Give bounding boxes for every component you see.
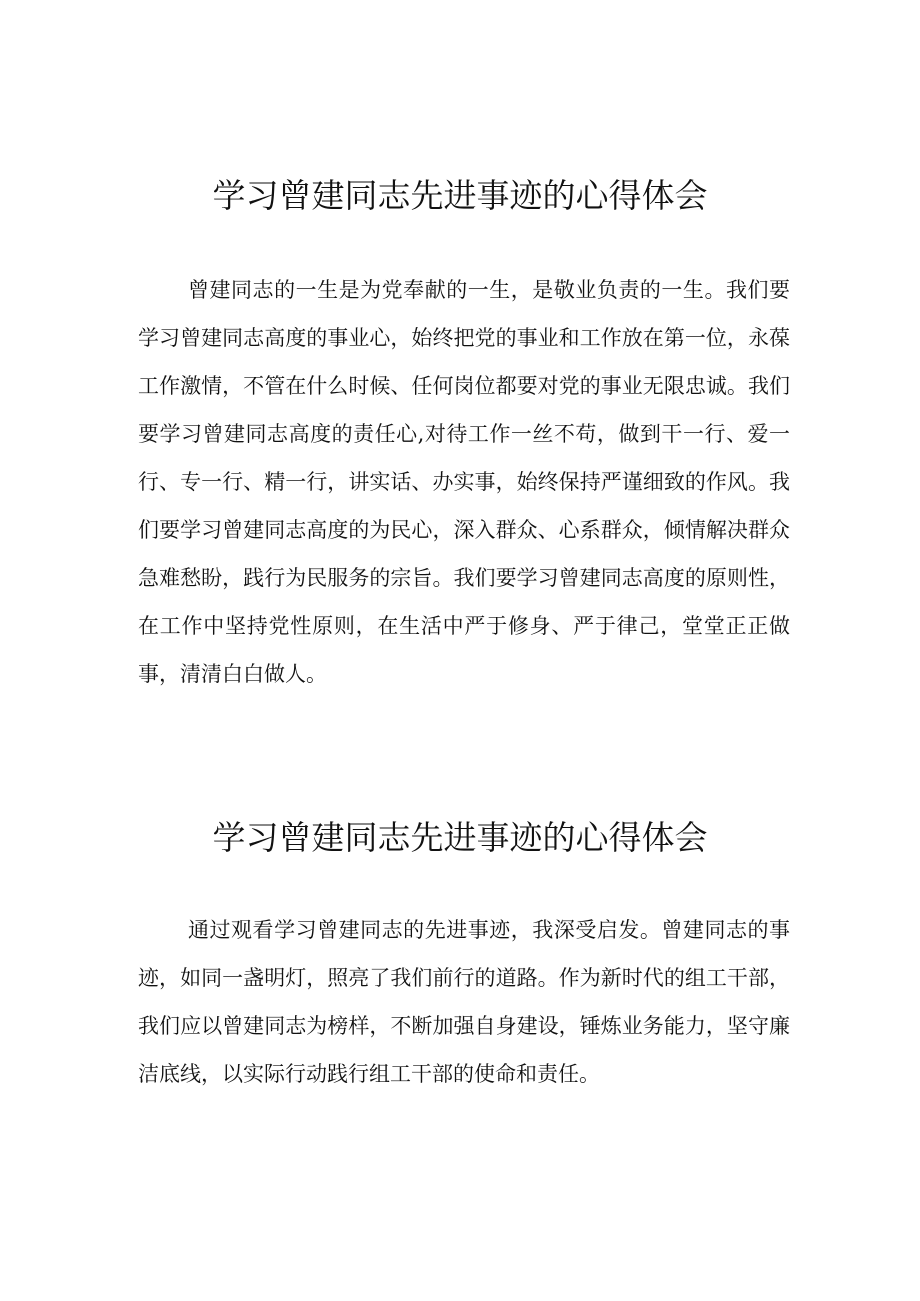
- section-2-body: 通过观看学习曾建同志的先进事迹，我深受启发。曾建同志的事迹，如同一盏明灯，照亮了我们前行的道路。作为新时代的组工干部，我们应以曾建同志为榜样，不断加强自身建设，锤炼业务能力，坚守廉洁底线，以实际行动践行组工干部的使命和责任。: [138, 918, 790, 1086]
- section-1-body: 曾建同志的一生是为党奉献的一生，是敬业负责的一生。我们要学习曾建同志高度的事业心，始终把党的事业和工作放在第一位，永葆工作激情，不管在什么时候、任何岗位都要对党的事业无限忠诚。我们要学习曾建同志高度的责任心,对待工作一丝不苟，做到干一行、爱一行、专一行、精一行，讲实话、办实事，始终保持严谨细致的作风。我们要学习曾建同志高度的为民心，深入群众、心系群众，倾情解决群众急难愁盼，践行为民服务的宗旨。我们要学习曾建同志高度的原则性，在工作中坚持党性原则，在生活中严于修身、严于律己，堂堂正正做事，清清白白做人。: [138, 278, 790, 686]
- section-1-title: 学习曾建同志先进事迹的心得体会: [212, 176, 708, 215]
- section-2-title: 学习曾建同志先进事迹的心得体会: [212, 818, 708, 857]
